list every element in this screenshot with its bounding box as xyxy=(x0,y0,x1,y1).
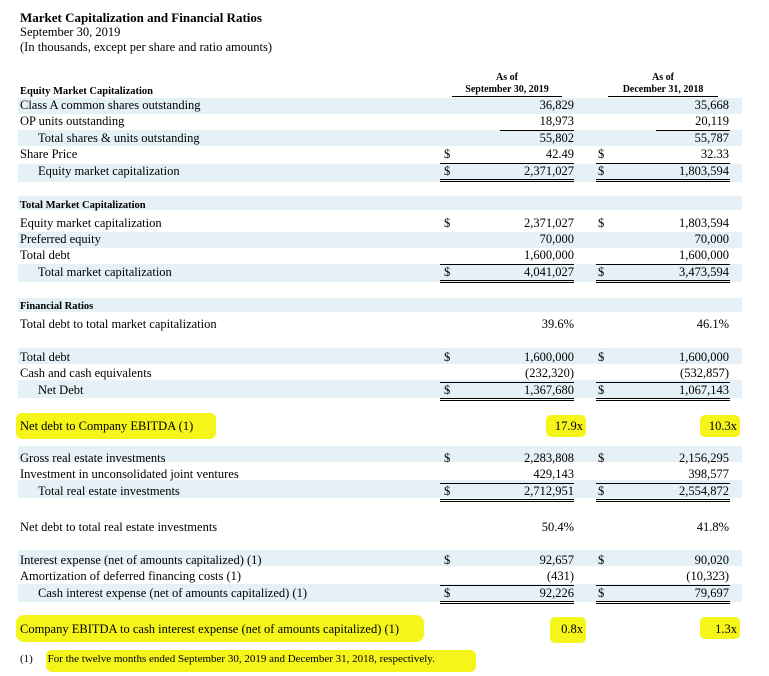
row-label: Gross real estate investments xyxy=(20,451,166,465)
value-2019: 2,371,027 xyxy=(524,164,574,178)
value-2018: 79,697 xyxy=(694,586,729,600)
value-2019: 55,802 xyxy=(539,131,574,145)
row-label: Total shares & units outstanding xyxy=(38,131,200,145)
footnote xyxy=(20,653,435,665)
value-2019: (232,320) xyxy=(525,366,574,380)
value-2018: 46.1% xyxy=(696,317,729,331)
value-2019: 2,371,027 xyxy=(524,216,574,230)
row-label: Equity market capitalization xyxy=(20,216,162,230)
dollar-sign: $ xyxy=(598,484,605,498)
value-2019: 2,283,808 xyxy=(524,451,574,465)
value-2019: 429,143 xyxy=(533,467,574,481)
dollar-sign: $ xyxy=(598,147,605,161)
row-label: Class A common shares outstanding xyxy=(20,98,201,112)
value-2019: 36,829 xyxy=(539,98,574,112)
dollar-sign: $ xyxy=(444,350,451,364)
row-label: Total debt xyxy=(20,350,71,364)
col1-header-bottom: September 30, 2019 xyxy=(452,84,562,97)
row-label: Share Price xyxy=(20,147,78,161)
page-title: Market Capitalization and Financial Ratios xyxy=(20,10,262,25)
value-2019: 1,600,000 xyxy=(524,350,574,364)
col1-header-top: As of xyxy=(496,72,518,83)
table-row xyxy=(0,98,769,113)
row-label: Total real estate investments xyxy=(38,484,180,498)
table-row xyxy=(0,216,769,231)
total-rule xyxy=(596,499,730,502)
col2-header-bottom: December 31, 2018 xyxy=(608,84,718,97)
total-rule xyxy=(596,179,730,182)
dollar-sign: $ xyxy=(444,216,451,230)
row-label: Cash and cash equivalents xyxy=(20,366,152,380)
total-rule xyxy=(596,280,730,283)
table-row xyxy=(0,569,769,584)
col2-header xyxy=(608,72,718,97)
dollar-sign: $ xyxy=(598,383,605,397)
value-2018: 35,668 xyxy=(694,98,729,112)
dollar-sign: $ xyxy=(598,586,605,600)
row-label: Investment in unconsolidated joint ventures xyxy=(20,467,239,481)
units-note: (In thousands, except per share and ratio amounts) xyxy=(20,40,273,54)
table-row xyxy=(0,366,769,381)
table-row xyxy=(0,586,769,601)
row-label: Total debt xyxy=(20,248,71,262)
row-label: Total market capitalization xyxy=(38,265,172,279)
table-row xyxy=(0,484,769,499)
table-row xyxy=(0,520,769,535)
table-row xyxy=(0,317,769,332)
section-total-market: Total Market Capitalization xyxy=(20,200,146,211)
table-row xyxy=(0,383,769,398)
row-label: Equity market capitalization xyxy=(38,164,180,178)
total-rule xyxy=(440,601,574,604)
report-date: September 30, 2019 xyxy=(20,25,121,39)
row-label: OP units outstanding xyxy=(20,114,125,128)
dollar-sign: $ xyxy=(444,451,451,465)
dollar-sign: $ xyxy=(598,451,605,465)
table-row xyxy=(0,553,769,568)
col2-header-top: As of xyxy=(652,72,674,83)
value-2018: 10.3x xyxy=(708,419,737,433)
table-row xyxy=(0,419,769,434)
value-2019: 18,973 xyxy=(539,114,574,128)
value-2018: 20,119 xyxy=(695,114,729,128)
row-label: Total debt to total market capitalization xyxy=(20,317,217,331)
total-rule xyxy=(596,398,730,401)
value-2019: 70,000 xyxy=(539,232,574,246)
value-2018: 55,787 xyxy=(694,131,729,145)
value-2018: 1,600,000 xyxy=(679,248,729,262)
dollar-sign: $ xyxy=(598,164,605,178)
value-2018: 32.33 xyxy=(700,147,729,161)
row-label: Net debt to Company EBITDA (1) xyxy=(20,419,194,433)
table-row xyxy=(0,467,769,482)
footnote-marker: (1) xyxy=(20,653,33,665)
value-2018: 1,067,143 xyxy=(679,383,729,397)
row-label: Cash interest expense (net of amounts capitalized) (1) xyxy=(38,586,308,600)
dollar-sign: $ xyxy=(598,265,605,279)
value-2018: 1.3x xyxy=(715,622,737,636)
dollar-sign: $ xyxy=(444,553,451,567)
row-label: Net debt to total real estate investments xyxy=(20,520,218,534)
value-2019: 2,712,951 xyxy=(524,484,574,498)
value-2018: 2,156,295 xyxy=(679,451,729,465)
table-row xyxy=(0,232,769,247)
table-row xyxy=(0,622,769,637)
section-ratios: Financial Ratios xyxy=(20,301,94,312)
value-2019: 92,657 xyxy=(539,553,574,567)
row-label: Net Debt xyxy=(38,383,84,397)
dollar-sign: $ xyxy=(444,484,451,498)
row-label: Interest expense (net of amounts capitalized) (1) xyxy=(20,553,262,567)
table-row xyxy=(0,164,769,179)
dollar-sign: $ xyxy=(444,147,451,161)
col1-header xyxy=(452,72,562,97)
value-2019: 92,226 xyxy=(539,586,574,600)
dollar-sign: $ xyxy=(598,216,605,230)
value-2019: 50.4% xyxy=(541,520,574,534)
table-row xyxy=(0,451,769,466)
table-row xyxy=(0,131,769,146)
value-2018: 70,000 xyxy=(694,232,729,246)
value-2019: 1,367,680 xyxy=(524,383,574,397)
row-band xyxy=(18,298,742,312)
total-rule xyxy=(440,398,574,401)
dollar-sign: $ xyxy=(444,164,451,178)
value-2019: (431) xyxy=(546,569,574,583)
value-2018: 41.8% xyxy=(696,520,729,534)
table-row xyxy=(0,147,769,162)
value-2018: 90,020 xyxy=(694,553,729,567)
row-label: Amortization of deferred financing costs (1) xyxy=(20,569,242,583)
value-2019: 17.9x xyxy=(554,419,583,433)
footnote-text: For the twelve months ended September 30, 2019 and December 31, 2018, respectively. xyxy=(47,653,435,665)
dollar-sign: $ xyxy=(444,383,451,397)
total-rule xyxy=(440,499,574,502)
row-label: Company EBITDA to cash interest expense (net of amounts capitalized) (1) xyxy=(20,622,400,636)
value-2019: 39.6% xyxy=(541,317,574,331)
table-row xyxy=(0,265,769,280)
value-2018: 1,600,000 xyxy=(679,350,729,364)
value-2019: 42.49 xyxy=(545,147,574,161)
table-row xyxy=(0,248,769,263)
value-2019: 0.8x xyxy=(561,622,583,636)
table-row xyxy=(0,350,769,365)
value-2018: 1,803,594 xyxy=(679,216,729,230)
value-2018: 1,803,594 xyxy=(679,164,729,178)
total-rule xyxy=(440,179,574,182)
dollar-sign: $ xyxy=(444,265,451,279)
dollar-sign: $ xyxy=(598,553,605,567)
value-2019: 4,041,027 xyxy=(524,265,574,279)
value-2018: 2,554,872 xyxy=(679,484,729,498)
value-2019: 1,600,000 xyxy=(524,248,574,262)
total-rule xyxy=(596,601,730,604)
dollar-sign: $ xyxy=(598,350,605,364)
row-label: Preferred equity xyxy=(20,232,101,246)
value-2018: 398,577 xyxy=(688,467,729,481)
table-row xyxy=(0,114,769,129)
value-2018: (10,323) xyxy=(686,569,729,583)
total-rule xyxy=(440,280,574,283)
dollar-sign: $ xyxy=(444,586,451,600)
section-equity: Equity Market Capitalization xyxy=(20,86,153,97)
value-2018: (532,857) xyxy=(680,366,729,380)
value-2018: 3,473,594 xyxy=(679,265,729,279)
